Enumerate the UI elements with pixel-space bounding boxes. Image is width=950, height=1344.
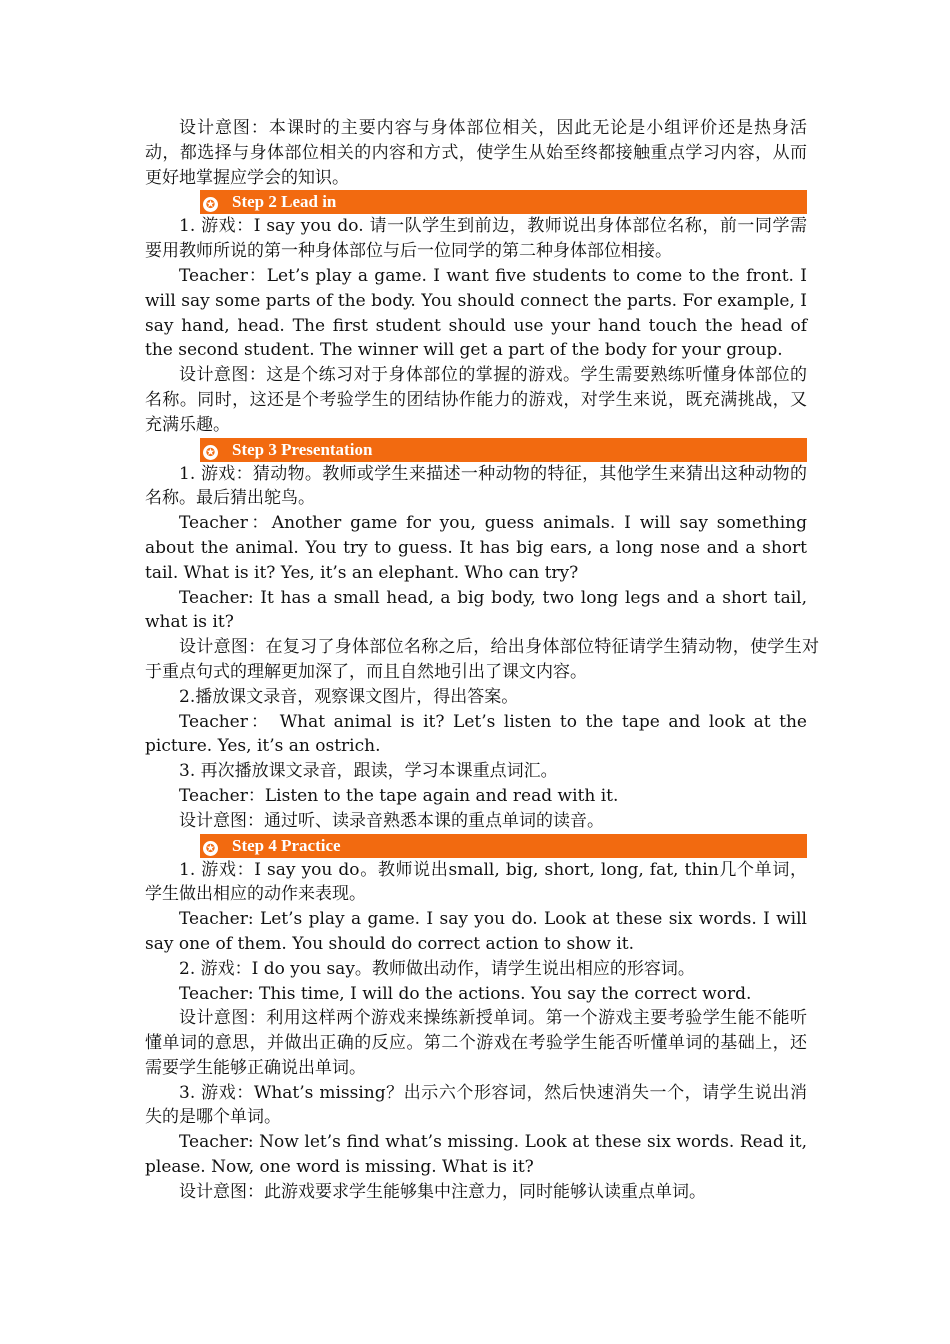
activity-paragraph: 2.播放课文录音，观察课文图片，得出答案。 (179, 686, 519, 707)
teacher-paragraph: Teacher: Let’s play a game. I say you do. Look at these six words. I will say one of them. You should do correct action to show it. (145, 909, 807, 954)
step-2-heading (200, 190, 807, 214)
activity-paragraph: 3. 再次播放课文录音，跟读，学习本课重点词汇。 (179, 761, 558, 782)
star-badge-icon: ✪ (203, 197, 218, 212)
design-intent-paragraph: 设计意图：在复习了身体部位名称之后，给出身体部位特征请学生猜动物，使学生对于重点句式的理解更加深了，而且自然地引出了课文内容。 (145, 637, 819, 682)
design-intent-paragraph: 设计意图：这是个练习对于身体部位的掌握的游戏。学生需要熟练听懂身体部位的名称。同时，这还是个考验学生的团结协作能力的游戏，对学生来说，既充满挑战，又充满乐趣。 (145, 365, 807, 435)
teacher-paragraph: Teacher: Now let’s find what’s missing. Look at these six words. Read it, please. Now, one word is missing. What is it? (145, 1132, 807, 1178)
step-4-label: Step 4 Practice (232, 835, 341, 855)
game-paragraph: 1. 游戏：I say you do。教师说出small, big, short, long, fat, thin几个单词，学生做出相应的动作来表现。 (145, 859, 807, 905)
step-3-heading (200, 438, 807, 462)
design-intent-paragraph: 设计意图：此游戏要求学生能够集中注意力，同时能够认读重点单词。 (179, 1181, 706, 1202)
design-intent-paragraph: 设计意图：本课时的主要内容与身体部位相关，因此无论是小组评价还是热身活动，都选择与身体部位相关的内容和方式，使学生从始至终都接触重点学习内容，从而更好地掌握应学会的知识。 (145, 118, 807, 188)
design-intent-paragraph: 设计意图：通过听、读录音熟悉本课的重点单词的读音。 (179, 810, 604, 831)
teacher-paragraph: Teacher：Another game for you, guess animals. I will say something about the animal. You try to guess. It has big ears, a long nose and a short tail. What is it? Yes, it’s an elephant. Who can try? (145, 513, 807, 583)
teacher-paragraph: Teacher：Let’s play a game. I want five students to come to the front. I will say some parts of the body. You should connect the parts. For example, I say hand, head. The first student should use your hand touch the head of the second student. The winner will get a part of the body for your group. (145, 265, 807, 361)
game-paragraph: 3. 游戏：What’s missing？出示六个形容词，然后快速消失一个，请学生说出消失的是哪个单词。 (145, 1082, 807, 1128)
game-paragraph: 1. 游戏：猜动物。教师或学生来描述一种动物的特征，其他学生来猜出这种动物的名称。最后猜出鸵鸟。 (145, 463, 807, 509)
teacher-paragraph: Teacher： What animal is it? Let’s listen to the tape and look at the picture. Yes, it’s an ostrich. (145, 711, 807, 757)
teacher-paragraph: Teacher: It has a small head, a big body, two long legs and a short tail, what is it? (145, 587, 807, 633)
step-2-label: Step 2 Lead in (232, 192, 337, 212)
star-badge-icon: ✪ (203, 445, 218, 460)
teacher-paragraph: Teacher：Listen to the tape again and read with it. (179, 785, 619, 806)
step-4-heading (200, 834, 807, 858)
game-paragraph: 1. 游戏：I say you do. 请一队学生到前边，教师说出身体部位名称，前一同学需要用教师所说的第一种身体部位与后一位同学的第二种身体部位相接。 (145, 216, 807, 262)
design-intent-paragraph: 设计意图：利用这样两个游戏来操练新授单词。第一个游戏主要考验学生能不能听懂单词的意思，并做出正确的反应。第二个游戏在考验学生能否听懂单词的基础上，还需要学生能够正确说出单词。 (145, 1008, 807, 1078)
step-3-label: Step 3 Presentation (232, 439, 373, 459)
game-paragraph: 2. 游戏：I do you say。教师做出动作，请学生说出相应的形容词。 (179, 958, 695, 979)
document-page (145, 116, 819, 1205)
teacher-paragraph: Teacher: This time, I will do the actions. You say the correct word. (179, 983, 752, 1004)
star-badge-icon: ✪ (203, 841, 218, 856)
